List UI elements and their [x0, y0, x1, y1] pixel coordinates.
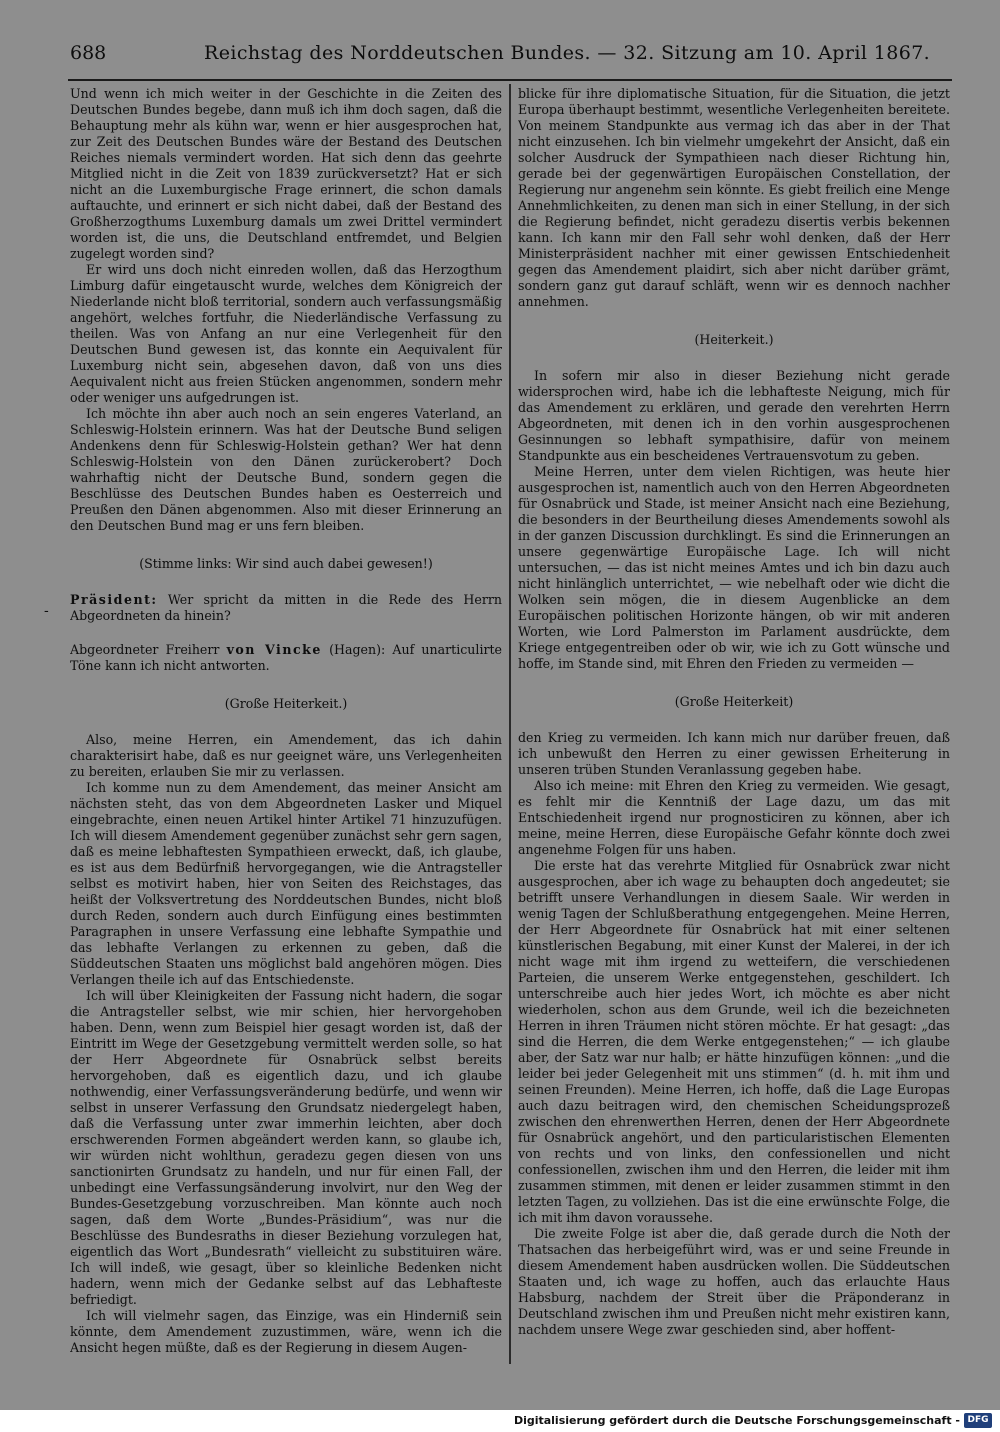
- paragraph: blicke für ihre diplomatische Situation, für die Situation, die jetzt Europa überhaupt bestimmt, wesentliche Verlegenheiten bereitete. Von meinem Standpunkte aus vermag ich das aber in der That nicht einzusehen. Ich bin vielmehr umgekehrt der Ansicht, daß ein solcher Ausdruck der Sympathieen nach dieser Richtung hin, gerade bei der gegenwärtigen Europäischen Constellation, der Regierung nur angenehm sein könnte. Es giebt freilich eine Menge Annehmlichkeiten, zu denen man sich in einer Stellung, in der sich die Regierung befindet, nicht geradezu disertis verbis bekennen kann. Ich kann mir den Fall sehr wohl denken, daß der Herr Ministerpräsident nachher mit einer gewissen Entschiedenheit gegen das Amendement plaidirt, sich aber nicht darüber grämt, sondern ganz gut darauf schläft, wenn wir es dennoch nachher annehmen.: [518, 86, 950, 309]
- paragraph: Also ich meine: mit Ehren den Krieg zu vermeiden. Wie gesagt, es fehlt mir die Kenntniß der Lage dazu, um das mit Entschiedenheit irgend nur prognosticiren zu können, aber ich meine, meine Herren, diese Europäische Gefahr könnte doch zwei angenehme Folgen für uns haben.: [518, 778, 950, 857]
- right-column: [518, 86, 950, 1356]
- speaker-text: (Hagen): Auf unarticulirte Töne kann ich nicht antworten.: [70, 642, 502, 673]
- paragraph: Und wenn ich mich weiter in der Geschichte in die Zeiten des Deutschen Bundes begebe, dann muß ich ihm doch sagen, daß die Behauptung mehr als kühn war, wenn er hier ausgesprochen hat, zur Zeit des Deutschen Bundes wäre der Bestand des Deutschen Reiches niemals vermindert worden. Hat sich denn das geehrte Mitglied nicht in die Zeit von 1839 zurückversetzt? Hat er sich nicht an die Luxemburgische Frage erinnert, die schon damals auftauchte, und erinnert er sich nicht dabei, daß der Bestand des Großherzogthums Luxemburg damals um zwei Drittel vermindert worden ist, die uns, die Deutschland entfremdet, und Belgien zugelegt worden sind?: [70, 86, 502, 261]
- paragraph: den Krieg zu vermeiden. Ich kann mich nur darüber freuen, daß ich unbewußt den Herren zu einer gewissen Erheiterung in unseren trüben Stunden Veranlassung gegeben habe.: [518, 730, 950, 777]
- paragraph: Die zweite Folge ist aber die, daß gerade durch die Noth der Thatsachen das herbeigeführt wird, was er und seine Freunde in diesem Amendement haben ausdrücken wollen. Die Süddeutschen Staaten und, ich wage zu hoffen, auch das erlauchte Haus Habsburg, nachdem der Streit über die Präponderanz in Deutschland zwischen ihm und Preußen nicht mehr existiren kann, nachdem unsere Wege zwar geschieden sind, aber hoffent-: [518, 1226, 950, 1337]
- speaker-text: Wer spricht da mitten in die Rede des Herrn Abgeordneten da hinein?: [70, 592, 502, 623]
- speaker-prefix: Abgeordneter Freiherr: [70, 642, 220, 657]
- interjection: (Heiterkeit.): [694, 332, 774, 347]
- funding-credit: Digitalisierung gefördert durch die Deutsche Forschungsgemeinschaft -: [513, 1414, 960, 1427]
- interjection: (Große Heiterkeit): [674, 694, 794, 709]
- paragraph: Er wird uns doch nicht einreden wollen, daß das Herzogthum Limburg dafür eingetauscht wurde, welches dem Königreich der Niederlande nicht bloß territorial, sondern auch verfassungsmäßig angehört, welches fortfuhr, die Niederländische Verfassung zu theilen. Was von Anfang an nur eine Verlegenheit für den Deutschen Bund gewesen ist, das konnte ein Aequivalent für Luxemburg nicht sein, abgesehen davon, daß von uns dies Aequivalent nicht aus freien Stücken angenommen, sondern mehr oder weniger uns aufgedrungen ist.: [70, 262, 502, 405]
- margin-mark: -: [44, 603, 49, 619]
- paragraph: In sofern mir also in dieser Beziehung nicht gerade widersprochen wird, habe ich die lebhafteste Neigung, mich für das Amendement zu erklären, und gerade den verehrten Herrn Abgeordneten, mit denen ich in den vorhin ausgesprochenen Gesinnungen so lebhaft sympathisire, dafür von meinem Standpunkte aus ein bescheidenes Vertrauensvotum zu geben.: [518, 368, 950, 463]
- speaker-label: Präsident:: [70, 592, 158, 607]
- paragraph: Meine Herren, unter dem vielen Richtigen, was heute hier ausgesprochen ist, namentlich auch von den Herren Abgeordneten für Osnabrück und Stade, ist meiner Ansicht nach eine Beziehung, die besonders in der Beurtheilung dieses Amendements sowohl als in der ganzen Discussion durchklingt. Es sind die Erinnerungen an unsere gegenwärtige Europäische Lage. Ich will nicht untersuchen, — das ist nicht meines Amtes und ich bin dazu auch nicht hinlänglich unterrichtet, — wie nebelhaft oder wie dicht die Wolken sein mögen, die in diesem Augenblicke an dem Europäischen politischen Horizonte hängen, ob wir mit anderen Worten, wie Lord Palmerston im Parlament ausdrückte, dem Kriege entgegentreiben oder ob wir, wie ich zu Gott wünsche und hoffe, im Stande sind, mit Ehren den Frieden zu vermeiden —: [518, 464, 950, 671]
- paragraph: Die erste hat das verehrte Mitglied für Osnabrück zwar nicht ausgesprochen, aber ich wage zu behaupten doch angedeutet; sie betrifft unsere Verhandlungen in diesem Saale. Wir werden in wenig Tagen der Schlußberathung entgegengehen. Meine Herren, der Herr Abgeordnete für Osnabrück hat mit einer seltenen künstlerischen Begabung, mit einer Kunst der Malerei, in der ich nicht wage mit ihm irgend zu wetteifern, die verschiedenen Parteien, die unserem Werke entgegenstehen, geschildert. Ich unterschreibe auch hier jedes Wort, ich möchte es aber nicht wiederholen, schon aus dem Grunde, weil ich die bezeichneten Herren in ihren Träumen nicht stören möchte. Er hat gesagt: „das sind die Herren, die dem Werke entgegenstehen;“ — ich glaube aber, der Satz war nur halb; er hätte hinzufügen können: „und die leider bei jeder Gelegenheit mit uns stimmen“ (d. h. mit ihm und seinen Freunden). Meine Herren, ich hoffe, daß die Lage Europas auch dazu beitragen wird, den chemischen Scheidungsprozeß zwischen den ehrenwerthen Herren, denen der Herr Abgeordnete für Osnabrück angehört, und den particularistischen Elementen von rechts und von links, den confessionellen und nicht confessionellen, zwischen ihm und den Herren, die leider mit ihm zusammen stimmen, mit denen er leider zusammen stimmt in den letzten Tagen, zu vollziehen. Das ist die eine erwünschte Folge, die ich mit ihm davon voraussehe.: [518, 858, 950, 1225]
- interjection: (Große Heiterkeit.): [224, 696, 348, 711]
- left-column: [70, 86, 502, 1356]
- running-title: Reichstag des Norddeutschen Bundes. — 32. Sitzung am 10. April 1867.: [204, 42, 931, 64]
- president-remark: [70, 592, 502, 624]
- dfg-logo: DFG: [964, 1413, 992, 1428]
- page-header: [70, 40, 950, 70]
- speaker-remark: [70, 642, 502, 674]
- paragraph: Also, meine Herren, ein Amendement, das ich dahin charakterisirt habe, daß es nur geeignet wäre, uns Verlegenheiten zu bereiten, erlauben Sie mir zu verlassen.: [70, 732, 502, 779]
- header-rule: [68, 79, 952, 81]
- digitization-footer: [0, 1410, 1000, 1432]
- paragraph: Ich komme nun zu dem Amendement, das meiner Ansicht am nächsten steht, das von dem Abgeordneten Lasker und Miquel eingebrachte, einen neuen Artikel hinter Artikel 71 hinzuzufügen. Ich will diesem Amendement gegenüber zunächst sehr gern sagen, daß es meine lebhaftesten Sympathieen erweckt, daß, ich glaube, es ist aus dem Bedürfniß hervorgegangen, wie die Antragsteller selbst es motivirt haben, hier von Seiten des Reichstages, das heißt der Volksvertretung des Norddeutschen Bundes, nicht bloß durch Reden, sondern auch durch Einfügung eines bestimmten Paragraphen in unsere Verfassung eine lebhafte Sympathie und das lebhafte Verlangen zu erkennen zu geben, daß die Süddeutschen Staaten uns möglichst bald angehören mögen. Dies Verlangen theile ich auf das Entschiedenste.: [70, 780, 502, 987]
- paragraph: Ich will vielmehr sagen, das Einzige, was ein Hinderniß sein könnte, dem Amendement zuzustimmen, wäre, wenn ich die Ansicht hegen müßte, daß es der Regierung in diesem Augen-: [70, 1308, 502, 1355]
- column-divider: [509, 84, 511, 1364]
- interjection: (Stimme links: Wir sind auch dabei gewesen!): [139, 556, 433, 571]
- page-number: 688: [70, 42, 107, 64]
- speaker-name: von Vincke: [226, 642, 322, 657]
- paragraph: Ich will über Kleinigkeiten der Fassung nicht hadern, die sogar die Antragsteller selbst, wie mir schien, hier hervorgehoben haben. Denn, wenn zum Beispiel hier gesagt worden ist, daß der Eintritt im Wege der Gesetzgebung vermittelt werden solle, so hat der Herr Abgeordnete für Osnabrück selbst bereits hervorgehoben, daß es eigentlich dazu, und ich glaube nothwendig, einer Verfassungsveränderung bedürfe, und wenn wir selbst in unserer Verfassung den Grundsatz niedergelegt haben, daß die Verfassung unter zwar immerhin leichten, aber doch erschwerenden Formen abgeändert werden kann, so glaube ich, wir würden nicht wohlthun, geradezu gegen diesen von uns sanctionirten Grundsatz zu handeln, und nur für einen Fall, der unbedingt eine Verfassungsänderung involvirt, nur den Weg der Bundes-Gesetzgebung vorzuschreiben. Man könnte auch noch sagen, daß dem Worte „Bundes-Präsidium“, was nur die Beschlüsse des Bundesraths in dieser Beziehung vorzulegen hat, eigentlich das Wort „Bundesrath“ vielleicht zu substituiren wäre. Ich will indeß, wie gesagt, über so kleinliche Bedenken nicht hadern, wenn mich der Gedanke selbst auf das Lebhafteste befriedigt.: [70, 988, 502, 1307]
- paragraph: Ich möchte ihn aber auch noch an sein engeres Vaterland, an Schleswig-Holstein erinnern. Was hat der Deutsche Bund seligen Andenkens denn für Schleswig-Holstein gethan? Wer hat denn Schleswig-Holstein von den Dänen zurückerobert? Doch wahrhaftig nicht der Deutsche Bund, sondern gegen die Beschlüsse des Deutschen Bundes haben es Oesterreich und Preußen den Dänen abgenommen. Also mit dieser Erinnerung an den Deutschen Bund mag er uns fern bleiben.: [70, 406, 502, 533]
